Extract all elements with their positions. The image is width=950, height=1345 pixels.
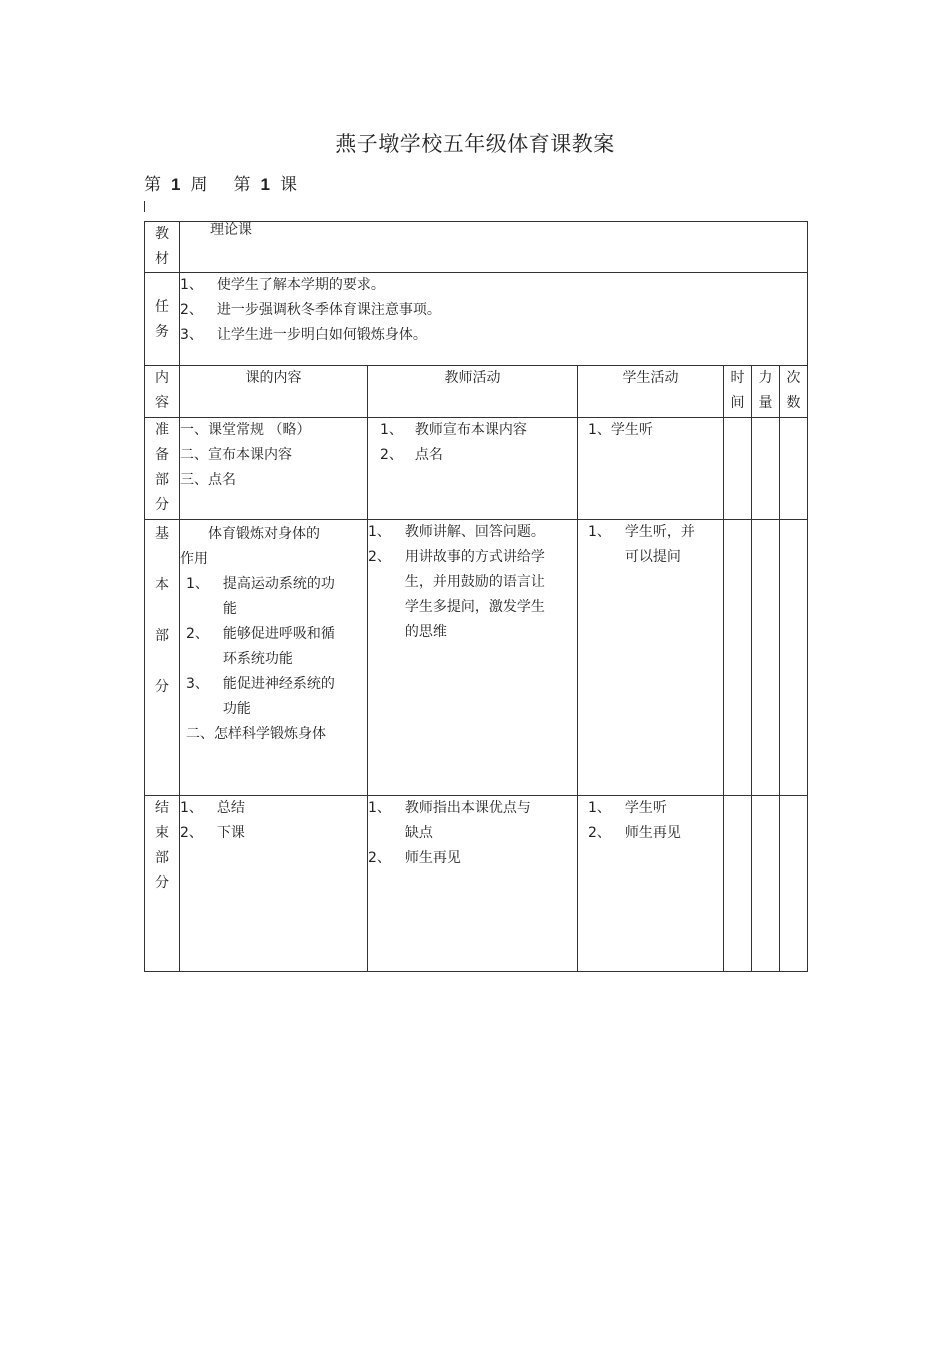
material-label [145,222,180,273]
prep-count [780,418,808,520]
list-item: 1、学生听 [588,422,653,438]
content-intro-cont: 作用 [180,551,208,567]
basic-intensity [752,520,780,796]
prep-teacher [368,418,578,520]
material-row [145,222,808,273]
list-item: 1、 总结 [180,800,245,816]
basic-row [145,520,808,796]
basic-time [724,520,752,796]
end-student [578,796,724,972]
task-cell [180,273,808,366]
prep-label: 准 备 部 分 [145,418,180,520]
lesson-prefix: 第 [233,175,251,195]
column-header-content: 课的内容 [180,366,368,418]
task-row [145,273,808,366]
material-text: 理论课 [210,222,252,238]
basic-content [180,520,368,796]
lesson-number: 1 [260,175,270,194]
lesson-suffix: 课 [279,175,297,195]
prep-intensity [752,418,780,520]
basic-student [578,520,724,796]
list-item: 3、 能促进神经系统的功能 [186,676,335,717]
list-item: 3、 让学生进一步明白如何锻炼身体。 [180,327,427,343]
list-item: 1、 学生听，并可以提问 [588,524,695,565]
prep-time [724,418,752,520]
label-char: 务 [155,324,169,340]
list-item: 2、 用讲故事的方式讲给学生，并用鼓励的语言让学生多提问，激发学生的思维 [368,549,545,640]
prep-row [145,418,808,520]
week-suffix: 周 [190,175,208,195]
column-header-count: 次 数 [780,366,808,418]
list-item: 2、 师生再见 [368,850,461,866]
list-item: 2、 师生再见 [588,825,681,841]
header-label: 内 容 [145,366,180,418]
list-item: 一、课堂常规 （略） [180,422,311,438]
list-item: 1、 提高运动系统的功能 [186,576,335,617]
list-item: 1、 教师讲解、回答问题。 [368,524,545,540]
label-char: 材 [155,251,169,267]
week-prefix: 第 [144,175,161,195]
basic-teacher [368,520,578,796]
end-time [724,796,752,972]
basic-count [780,520,808,796]
end-teacher [368,796,578,972]
list-item: 1、 学生听 [588,800,667,816]
list-item: 2、 下课 [180,825,245,841]
lesson-plan-table [144,221,808,972]
end-content [180,796,368,972]
list-item: 2、 进一步强调秋冬季体育课注意事项。 [180,302,441,318]
list-item: 二、宣布本课内容 [180,447,292,463]
prep-student [578,418,724,520]
list-item: 2、 点名 [380,447,443,463]
column-header-intensity: 力 量 [752,366,780,418]
end-row [145,796,808,972]
basic-label: 基 本 部 分 [145,520,180,796]
list-item: 1、 教师指出本课优点与缺点 [368,800,531,841]
column-header-student: 学生活动 [578,366,724,418]
task-label [145,273,180,366]
week-number: 1 [171,175,181,194]
end-label: 结 束 部 分 [145,796,180,972]
list-item: 1、 教师宣布本课内容 [380,422,527,438]
list-item: 2、 能够促进呼吸和循环系统功能 [186,626,335,667]
material-cell [180,222,808,273]
header-row [145,366,808,418]
list-item: 二、怎样科学锻炼身体 [186,726,326,742]
week-lesson-line [144,170,297,195]
label-char: 教 [155,226,169,242]
list-item: 1、 使学生了解本学期的要求。 [180,277,385,293]
column-header-teacher: 教师活动 [368,366,578,418]
end-intensity [752,796,780,972]
label-char: 任 [155,299,169,315]
column-header-time: 时 间 [724,366,752,418]
page-title: 燕子墩学校五年级体育课教案 [335,132,615,156]
list-item: 三、点名 [180,472,236,488]
content-intro: 体育锻炼对身体的 [208,526,320,542]
prep-content [180,418,368,520]
end-count [780,796,808,972]
text-cursor [144,201,145,212]
